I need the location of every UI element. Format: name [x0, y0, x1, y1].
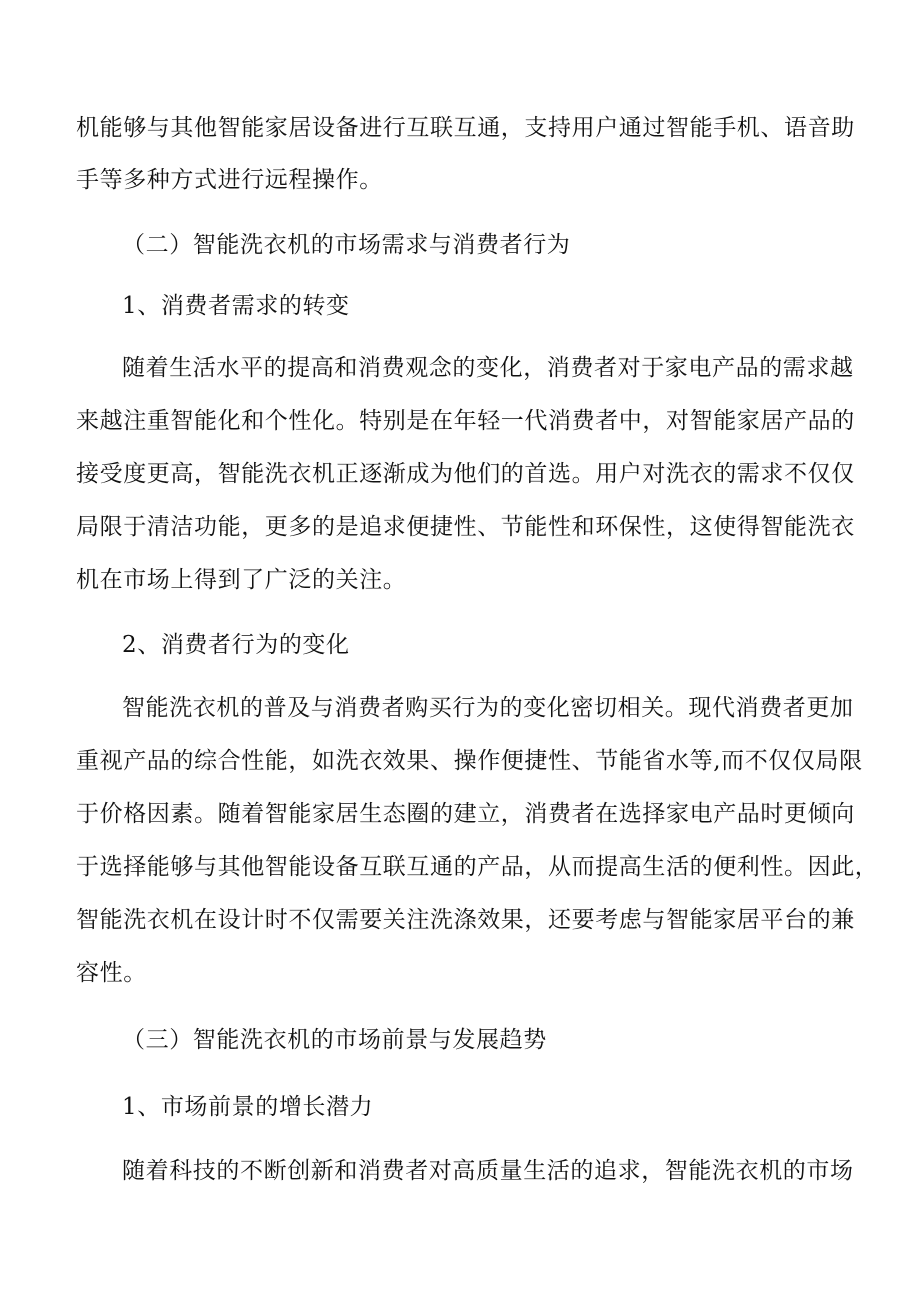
paragraph-line: 随着生活水平的提高和消费观念的变化，消费者对于家电产品的需求越	[122, 355, 854, 381]
paragraph-line: 局限于清洁功能，更多的是追求便捷性、节能性和环保性，这使得智能洗衣	[76, 514, 855, 540]
paragraph-line: 接受度更高，智能洗衣机正逐渐成为他们的首选。用户对洗衣的需求不仅仅	[76, 461, 855, 487]
subsection-heading: 2、消费者行为的变化	[122, 632, 350, 658]
paragraph-line: 于价格因素。随着智能家居生态圈的建立，消费者在选择家电产品时更倾向	[76, 801, 855, 827]
paragraph-line: 来越注重智能化和个性化。特别是在年轻一代消费者中，对智能家居产品的	[76, 408, 855, 434]
paragraph-line: 重视产品的综合性能，如洗衣效果、操作便捷性、节能省水等,而不仅仅局限	[76, 748, 863, 774]
paragraph-line: 智能洗衣机在设计时不仅需要关注洗涤效果，还要考虑与智能家居平台的兼	[76, 907, 855, 933]
paragraph-line: 机在市场上得到了广泛的关注。	[76, 567, 407, 593]
paragraph-line: 随着科技的不断创新和消费者对高质量生活的追求，智能洗衣机的市场	[122, 1158, 854, 1184]
section-heading: （三）智能洗衣机的市场前景与发展趋势	[122, 1027, 547, 1053]
paragraph-line: 手等多种方式进行远程操作。	[76, 167, 383, 193]
paragraph-line: 机能够与其他智能家居设备进行互联互通，支持用户通过智能手机、语音助	[76, 115, 855, 141]
section-heading: （二）智能洗衣机的市场需求与消费者行为	[122, 232, 571, 258]
paragraph-line: 于选择能够与其他智能设备互联互通的产品，从而提高生活的便利性。因此，	[76, 854, 879, 880]
paragraph-line: 智能洗衣机的普及与消费者购买行为的变化密切相关。现代消费者更加	[122, 695, 854, 721]
paragraph-line: 容性。	[76, 960, 147, 986]
subsection-heading: 1、消费者需求的转变	[122, 293, 350, 319]
subsection-heading: 1、市场前景的增长潜力	[122, 1094, 374, 1120]
